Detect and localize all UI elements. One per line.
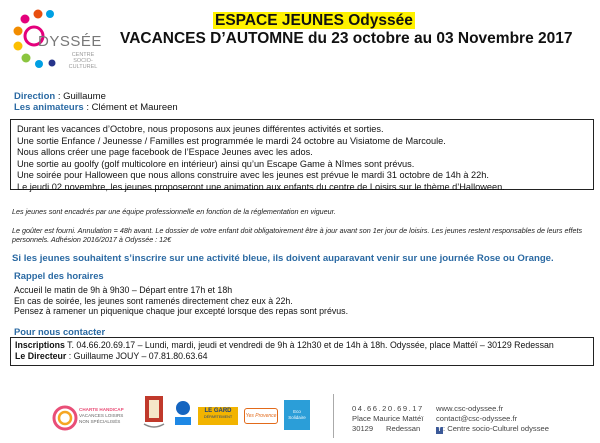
program-line: Une soirée pour Halloween que nous allons construire avec les jeunes est prévue le mardi 31 octobre de 14h à 22h. (17, 170, 489, 181)
footer-facebook[interactable]: : Centre socio-Culturel odyssee (443, 424, 549, 433)
program-line: Le jeudi 02 novembre, les jeunes proposeront une animation aux enfants du centre de Loisirs sur le thème d’Halloween. (17, 181, 505, 192)
horaires-line: En cas de soirée, les jeunes sont ramenés directement chez eux à 22h. (14, 295, 293, 306)
inscriptions-value: T. 04.66.20.69.17 – Lundi, mardi, jeudi et vendredi de 9h à 12h30 et de 14h à 18h. Odyssée, place Mattéï – 30129 Redessan (64, 340, 554, 350)
logo-subtitle: CENTRE SOCIO- CULTUREL (68, 52, 98, 70)
footer-town: Redessan (386, 424, 421, 433)
footer-postal: 30129 (352, 424, 374, 433)
redessan-crest-icon (140, 390, 168, 434)
program-line: Une sortie Enfance / Jeunesse / Familles est programmée le mardi 24 octobre au Visiatome de Marcoule. (17, 135, 446, 146)
logo-word: DYSSÉE (38, 33, 102, 50)
program-box (10, 119, 594, 190)
direction-value: Guillaume (63, 91, 106, 102)
footer-divider (333, 394, 334, 438)
program-line: Durant les vacances d’Octobre, nous proposons aux jeunes différentes activités et sorties. (17, 124, 384, 134)
charte-handicap-logo: CHARTE HANDICAP VACANCES LOISIRS NON SPÉCIALISÉS (52, 403, 132, 433)
horaires-line: Pensez à ramener un piquenique chaque jour excepté lorsque des repas sont prévus. (14, 306, 349, 317)
page-title: ESPACE JEUNES Odyssée (215, 12, 413, 29)
direction-label: Direction (14, 91, 56, 102)
contact-heading: Pour nous contacter (14, 326, 106, 337)
footer-web[interactable]: www.csc-odyssee.fr (436, 404, 504, 413)
program-line: Une sortie au goolfy (golf multicolore en intérieur) ainsi qu’un Escape Game à Nîmes sont prévus. (17, 158, 415, 169)
footer-address: Place Maurice Mattéï (352, 414, 424, 423)
staff-info: Direction : Guillaume Les animateurs : Clément et Maureen (14, 91, 178, 113)
registration-rule: Si les jeunes souhaitent s’inscrire sur une activité bleue, ils doivent auparavant venir sur une journée Rose ou Orange. (12, 253, 554, 264)
contact-box (10, 337, 594, 366)
charte-handicap-icon (52, 405, 78, 431)
horaires-list (14, 285, 348, 317)
conditions-note: Le goûter est fourni. Annulation = 48h avant. Le dossier de votre enfant doit obligatoirement être à jour avant son 1er jour de loisirs. Les jeunes restent responsables de leurs effets personnels. Adhésion 2016/2017 à Odyssée : 12€ (12, 226, 583, 244)
yes-provence-logo: Yes Provence (244, 408, 278, 424)
supervision-note: Les jeunes sont encadrés par une équipe professionnelle en fonction de la réglementation en vigueur. (12, 207, 336, 216)
le-gard-logo: LE GARD DÉPARTEMENT (198, 407, 238, 425)
page-subtitle: VACANCES D’AUTOMNE du 23 octobre au 03 Novembre 2017 (120, 30, 573, 47)
animateurs-label: Les animateurs (14, 102, 84, 113)
eco-solidaire-logo: Eco Solidaire (284, 400, 310, 430)
inscriptions-label: Inscriptions (15, 340, 65, 350)
program-line: Nous allons créer une page facebook de l’Espace Jeunes avec les ados. (17, 147, 313, 158)
horaires-heading: Rappel des horaires (14, 270, 104, 281)
animateurs-value: Clément et Maureen (91, 102, 178, 113)
facebook-icon: f (436, 427, 443, 434)
caf-logo-icon (172, 399, 194, 429)
footer-phone: 04.66.20.69.17 (352, 404, 424, 413)
horaires-line: Accueil le matin de 9h à 9h30 – Départ entre 17h et 18h (14, 285, 233, 295)
footer-email[interactable]: contact@csc-odyssee.fr (436, 414, 518, 423)
directeur-value: : Guillaume JOUY – 07.81.80.63.64 (66, 351, 208, 362)
partner-logos (52, 385, 332, 443)
directeur-label: Le Directeur (15, 351, 67, 362)
